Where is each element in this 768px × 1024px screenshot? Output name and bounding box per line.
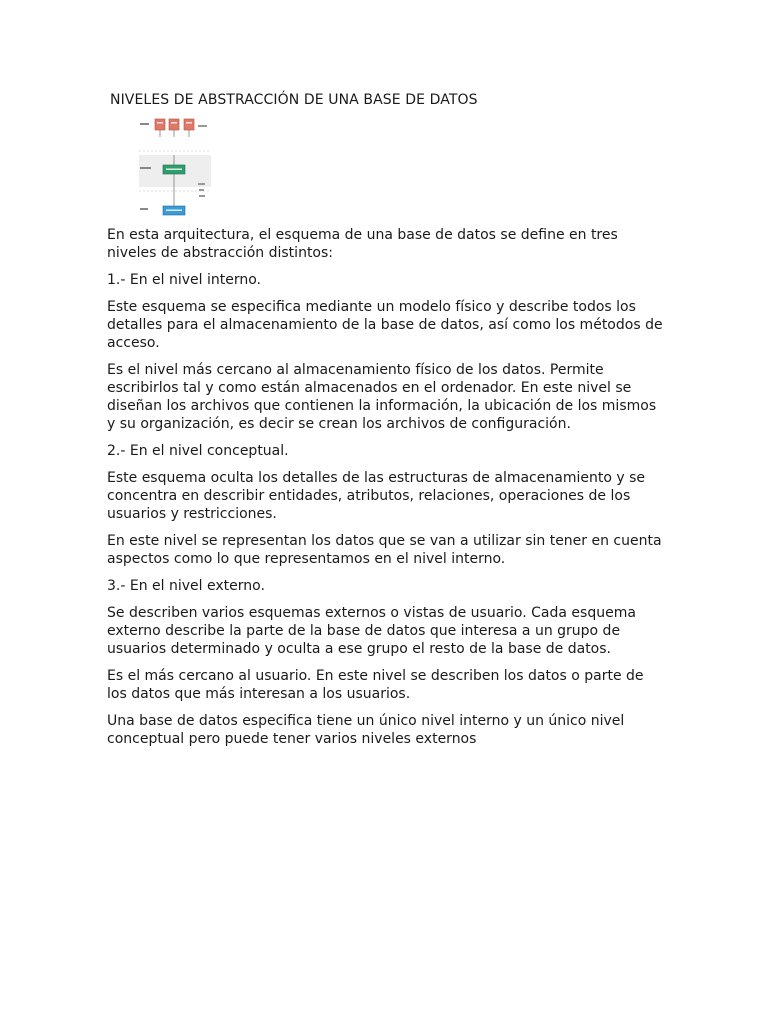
paragraph-conclusion: Una base de datos especifica tiene un único nivel interno y un único nivel conceptual pero puede tener varios niveles externos	[107, 713, 625, 747]
paragraph-external-detail: Es el más cercano al usuario. En este nivel se describen los datos o parte de los datos que más interesan a los usuarios.	[107, 668, 644, 702]
external-level-marker	[140, 123, 149, 125]
document-title: NIVELES DE ABSTRACCIÓN DE UNA BASE DE DATOS	[110, 92, 478, 108]
heading-conceptual-level: 2.- En el nivel conceptual.	[107, 443, 289, 459]
internal-level-marker	[140, 208, 148, 210]
heading-internal-level: 1.- En el nivel interno.	[107, 272, 261, 288]
side-mark-b	[199, 189, 204, 191]
document-body	[107, 226, 667, 757]
paragraph-internal-schema: Este esquema se especifica mediante un modelo físico y describe todos los detalles para el almacenamiento de la base de datos, así como los métodos de acceso.	[107, 299, 663, 351]
side-mark-c	[199, 195, 205, 197]
abstraction-levels-diagram	[137, 115, 213, 217]
external-side-mark	[198, 125, 207, 127]
paragraph-conceptual-schema: Este esquema oculta los detalles de las estructuras de almacenamiento y se concentra en describir entidades, atributos, relaciones, operaciones de los usuarios y restricciones.	[107, 470, 645, 522]
abstraction-levels-svg	[137, 115, 213, 217]
conceptual-level-marker	[140, 167, 151, 169]
paragraph-external-schema: Se describen varios esquemas externos o vistas de usuario. Cada esquema externo describe la parte de la base de datos que interesa a un grupo de usuarios determinado y oculta a ese grupo el resto de la base de datos.	[107, 605, 636, 657]
external-view-box-1	[155, 119, 165, 130]
heading-external-level: 3.- En el nivel externo.	[107, 578, 265, 594]
side-mark-a	[198, 183, 205, 185]
paragraph-intro: En esta arquitectura, el esquema de una base de datos se define en tres niveles de abstracción distintos:	[107, 227, 618, 261]
external-view-box-3	[184, 119, 194, 130]
external-view-box-2	[169, 119, 179, 130]
paragraph-internal-detail: Es el nivel más cercano al almacenamiento físico de los datos. Permite escribirlos tal y como están almacenados en el ordenador. En este nivel se diseñan los archivos que contienen la información, la ubicación de los mismos y su organización, es decir se crean los archivos de configuración.	[107, 362, 657, 432]
paragraph-conceptual-detail: En este nivel se representan los datos que se van a utilizar sin tener en cuenta aspectos como lo que representamos en el nivel interno.	[107, 533, 662, 567]
